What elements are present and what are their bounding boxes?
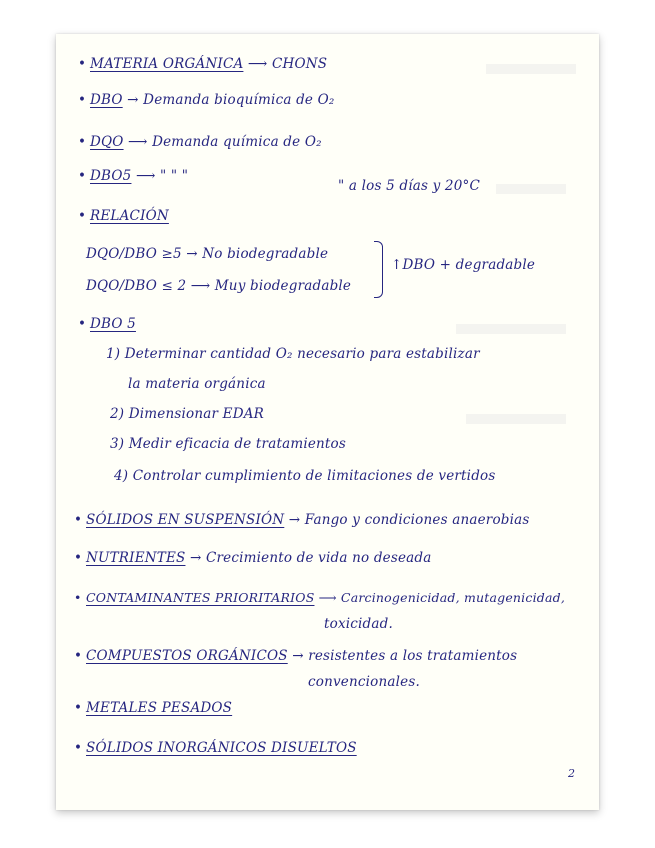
note-dbo5-heading: • DBO 5 xyxy=(78,316,136,332)
note-dbo5: • DBO5 ⟶ " " " xyxy=(78,168,189,184)
contaminantes-cont: toxicidad. xyxy=(324,616,393,632)
term-dbo5-uses: DBO 5 xyxy=(90,316,136,332)
term-metales: METALES PESADOS xyxy=(86,700,233,716)
term-inorganicos: SÓLIDOS INORGÁNICOS DISUELTOS xyxy=(86,740,357,756)
dbo5-item-2: 2) Dimensionar EDAR xyxy=(110,406,265,422)
note-materia-organica: • MATERIA ORGÁNICA ⟶ CHONS xyxy=(78,56,328,72)
term-dbo5: DBO5 xyxy=(90,168,132,184)
relation-conclusion: ↑DBO + degradable xyxy=(391,257,536,273)
bleed-through-text xyxy=(466,414,566,424)
notebook-page xyxy=(56,34,599,810)
curly-brace xyxy=(374,241,383,298)
note-dqo: • DQO ⟶ Demanda química de O₂ xyxy=(78,134,322,150)
page-number: 2 xyxy=(568,767,575,780)
note-inorganicos: • SÓLIDOS INORGÁNICOS DISUELTOS xyxy=(74,740,357,756)
bleed-through-text xyxy=(486,64,576,74)
dbo5-item-3: 3) Medir eficacia de tratamientos xyxy=(110,436,347,452)
compuestos-cont: convencionales. xyxy=(308,674,420,690)
dbo5-item-4: 4) Controlar cumplimiento de limitaciones de vertidos xyxy=(114,468,496,484)
dbo5-tail: " a los 5 días y 20°C xyxy=(338,178,480,194)
term-contaminantes: CONTAMINANTES PRIORITARIOS xyxy=(86,590,315,605)
note-relacion: • RELACIÓN xyxy=(78,208,169,224)
bleed-through-text xyxy=(496,184,566,194)
note-solidos-suspension: • SÓLIDOS EN SUSPENSIÓN → Fango y condiciones anaerobias xyxy=(74,512,530,528)
note-metales: • METALES PESADOS xyxy=(74,700,233,716)
term-nutrientes: NUTRIENTES xyxy=(86,550,186,566)
term-solidos-suspension: SÓLIDOS EN SUSPENSIÓN xyxy=(86,512,285,528)
term-dbo: DBO xyxy=(90,92,123,108)
note-compuestos: • COMPUESTOS ORGÁNICOS → resistentes a los tratamientos xyxy=(74,648,518,664)
relation-line-1: DQO/DBO ≥5 → No biodegradable xyxy=(86,246,329,262)
dbo5-item-1: 1) Determinar cantidad O₂ necesario para estabilizar xyxy=(106,346,480,362)
dbo5-item-1-cont: la materia orgánica xyxy=(128,376,266,392)
bleed-through-text xyxy=(456,324,566,334)
relation-line-2: DQO/DBO ≤ 2 ⟶ Muy biodegradable xyxy=(86,278,352,294)
term-materia-organica: MATERIA ORGÁNICA xyxy=(90,56,244,72)
term-relacion: RELACIÓN xyxy=(90,208,169,224)
note-nutrientes: • NUTRIENTES → Crecimiento de vida no deseada xyxy=(74,550,432,566)
note-dbo: • DBO → Demanda bioquímica de O₂ xyxy=(78,92,335,108)
term-compuestos: COMPUESTOS ORGÁNICOS xyxy=(86,648,288,664)
term-dqo: DQO xyxy=(90,134,124,150)
note-contaminantes: • CONTAMINANTES PRIORITARIOS ⟶ Carcinogenicidad, mutagenicidad, xyxy=(74,590,566,605)
